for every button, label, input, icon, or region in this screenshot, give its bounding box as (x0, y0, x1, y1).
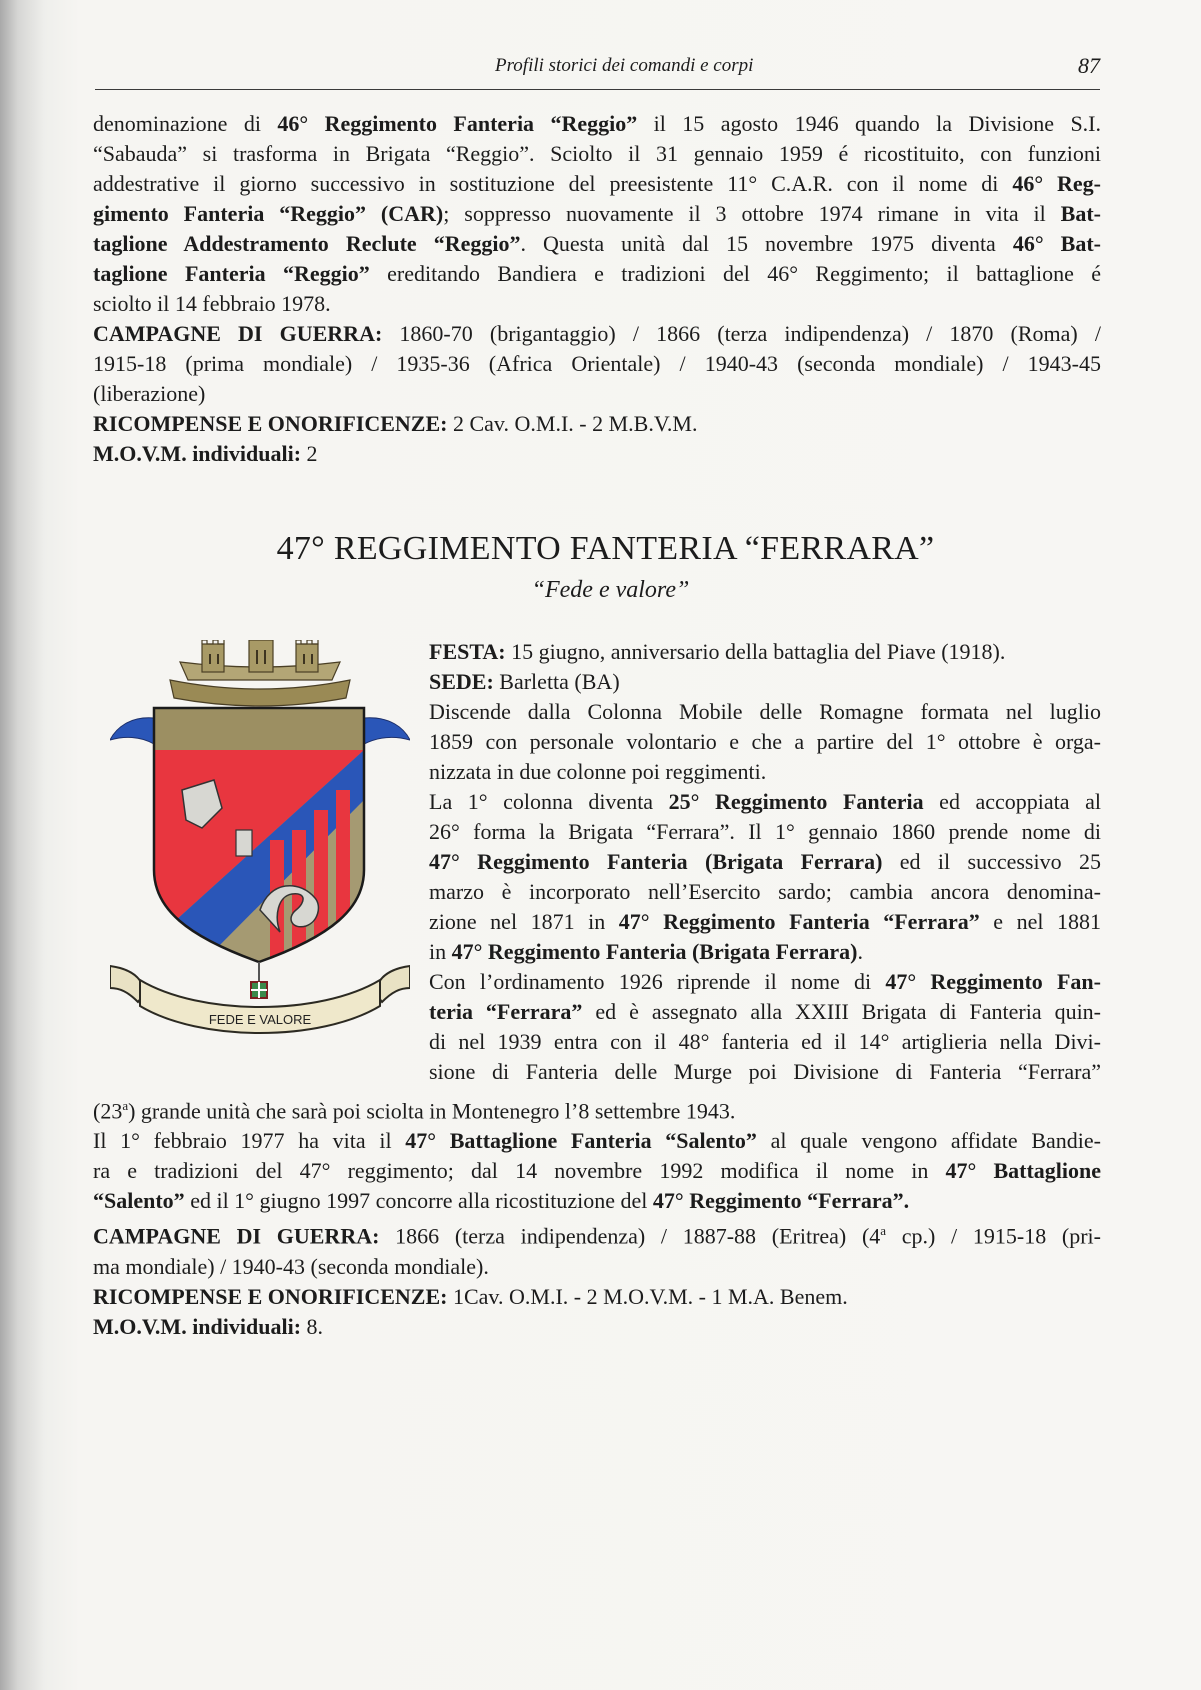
bold-text: taglione Fanteria “Reggio” (93, 261, 370, 286)
section-side-line (429, 907, 1101, 937)
section-title: 47° REGGIMENTO FANTERIA “FERRARA” (276, 530, 935, 567)
section-full-text (93, 1091, 1101, 1342)
text-run: a (122, 1098, 129, 1113)
text-run: a (880, 1223, 887, 1239)
bold-text: 25° Reggimento Fanteria (668, 789, 924, 814)
section-side-line (429, 1057, 1101, 1087)
section-side-line (429, 697, 1101, 727)
text-run: Il 1° febbraio 1977 ha vita il (93, 1128, 406, 1154)
top-section-line (93, 109, 1101, 139)
text-run: sione di Fanteria delle Murge poi Divisione di Fanteria “Ferrara” (429, 1059, 1101, 1084)
text-run: 1Cav. O.M.I. - 2 M.O.V.M. - 1 M.A. Benem. (447, 1283, 848, 1309)
text-run: (liberazione) (93, 381, 206, 406)
bold-text: gimento Fanteria “Reggio” (CAR) (93, 201, 444, 226)
top-section-line (93, 349, 1101, 379)
bold-text: 46° Bat- (1012, 231, 1102, 256)
text-run: ma mondiale) / 1940-43 (seconda mondiale). (93, 1253, 489, 1279)
running-header-title: Profili storici dei comandi e corpi (495, 55, 754, 76)
text-run: . Questa unità dal 15 novembre 1975 diventa (520, 231, 1013, 256)
section-side-line (429, 997, 1101, 1027)
text-run: zione nel 1871 in (429, 909, 619, 934)
section-full-line (93, 1312, 1101, 1342)
top-section-line (93, 289, 1101, 319)
section-full-line (93, 1126, 1101, 1156)
bold-text: RICOMPENSE E ONORIFICENZE: (93, 1283, 448, 1309)
section-side-line (429, 937, 1101, 967)
text-run: al quale vengono affidate Bandie- (756, 1128, 1101, 1154)
bold-text: 47° Battaglione Fanteria “Salento” (405, 1128, 757, 1154)
bold-text: 46° Reggimento Fanteria “Reggio” (277, 111, 638, 136)
section-side-text (429, 637, 1101, 1087)
section-full-line (93, 1156, 1101, 1186)
text-run: ra e tradizioni del 47° reggimento; dal 14 novembre 1992 modifica il nome in (93, 1158, 946, 1184)
top-section-line (93, 259, 1101, 289)
text-run: Barletta (BA) (493, 669, 620, 694)
text-run: il 15 agosto 1946 quando la Divisione S.I. (637, 111, 1102, 136)
bold-text: RICOMPENSE E ONORIFICENZE: (93, 411, 448, 436)
bold-text: CAMPAGNE DI GUERRA: (93, 1223, 380, 1249)
bold-text: 47° Reggimento Fanteria (Brigata Ferrara) (429, 849, 883, 874)
text-run: in (429, 939, 452, 964)
text-run: di nel 1939 entra con il 48° fanteria ed il 14° artiglieria nella Divi- (429, 1029, 1101, 1054)
text-run: 2 (301, 441, 318, 466)
text-run: cp.) / 1915-18 (pri- (886, 1223, 1101, 1249)
section-full-line (93, 1282, 1101, 1312)
text-run: La 1° colonna diventa (429, 789, 669, 814)
text-run: ; soppresso nuovamente il 3 ottobre 1974 rimane in vita il (443, 201, 1061, 226)
text-run: ed il 1° giugno 1997 concorre alla ricostituzione del (184, 1188, 653, 1214)
section-side-line (429, 967, 1101, 997)
top-section-line (93, 379, 1101, 409)
crest-ribbon-text: FEDE E VALORE (208, 1012, 312, 1027)
text-run: addestrative il giorno successivo in sostituzione del preesistente 11° C.A.R. con il nome di (93, 171, 1013, 196)
text-run: 1860-70 (brigantaggio) / 1866 (terza indipendenza) / 1870 (Roma) / (382, 321, 1101, 346)
text-run: Con l’ordinamento 1926 riprende il nome di (429, 969, 886, 994)
bold-text: SEDE: (429, 669, 494, 694)
page-number: 87 (1078, 53, 1100, 78)
bold-text: CAMPAGNE DI GUERRA: (93, 321, 383, 346)
mural-crown-icon (170, 640, 350, 706)
text-run: 1859 con personale volontario e che a partire del 1° ottobre è orga- (429, 729, 1101, 754)
top-section-text (93, 109, 1101, 469)
section-full-line (93, 1186, 1101, 1216)
bold-text: M.O.V.M. individuali: (93, 1313, 302, 1339)
section-side-line (429, 637, 1101, 667)
top-section-line (93, 199, 1101, 229)
top-section-line (93, 229, 1101, 259)
text-run: ed accoppiata al (923, 789, 1101, 814)
section-side-line (429, 787, 1101, 817)
text-run: ereditando Bandiera e tradizioni del 46° Reggimento; il battaglione é (369, 261, 1101, 286)
top-section-line (93, 319, 1101, 349)
text-run: (23 (93, 1098, 123, 1124)
regimental-crest (110, 640, 410, 1060)
bold-text: Bat- (1060, 201, 1101, 226)
bold-text: 46° Reg- (1012, 171, 1101, 196)
section-side-line (429, 727, 1101, 757)
text-run: 8. (301, 1313, 324, 1339)
top-section-line (93, 169, 1101, 199)
text-run: . (857, 939, 864, 964)
top-section-line (93, 439, 1101, 469)
section-motto: “Fede e valore” (531, 577, 690, 603)
text-run: nizzata in due colonne poi reggimenti. (429, 759, 767, 784)
section-side-line (429, 1027, 1101, 1057)
bold-text: 47° Reggimento Fanteria (Brigata Ferrara) (451, 939, 858, 964)
text-run: 26° forma la Brigata “Ferrara”. Il 1° gennaio 1860 prende nome di (429, 819, 1101, 844)
text-run: 1866 (terza indipendenza) / 1887-88 (Eritrea) (4 (379, 1223, 881, 1249)
bold-text: 47° Reggimento “Ferrara”. (652, 1188, 910, 1214)
section-side-line (429, 817, 1101, 847)
text-run: ed è assegnato alla XXIII Brigata di Fanteria quin- (582, 999, 1102, 1024)
section-full-line (93, 1216, 1101, 1251)
bold-text: 47° Reggimento Fan- (885, 969, 1101, 994)
running-header (95, 55, 1100, 90)
bold-text: 47° Reggimento Fanteria “Ferrara” (618, 909, 980, 934)
cross-medal-icon (251, 982, 267, 998)
section-full-line (93, 1091, 1101, 1126)
text-run: ed il successivo 25 (882, 849, 1101, 874)
bold-text: “Salento” (93, 1188, 185, 1214)
text-run: “Sabauda” si trasforma in Brigata “Reggio”. Sciolto il 31 gennaio 1959 é ricostituito, con funzioni (93, 141, 1101, 166)
text-run: e nel 1881 (979, 909, 1101, 934)
section-side-line (429, 757, 1101, 787)
section-side-line (429, 877, 1101, 907)
text-run: 2 Cav. O.M.I. - 2 M.B.V.M. (447, 411, 698, 436)
top-section-line (93, 409, 1101, 439)
bold-text: taglione Addestramento Reclute “Reggio” (93, 231, 521, 256)
bold-text: teria “Ferrara” (429, 999, 583, 1024)
bold-text: FESTA: (429, 639, 506, 664)
text-run: sciolto il 14 febbraio 1978. (93, 291, 331, 316)
section-side-line (429, 847, 1101, 877)
section-full-line (93, 1252, 1101, 1282)
bold-text: 47° Battaglione (945, 1158, 1101, 1184)
text-run: 1915-18 (prima mondiale) / 1935-36 (Africa Orientale) / 1940-43 (seconda mondiale) / 1943-45 (93, 351, 1101, 376)
text-run: ) grande unità che sarà poi sciolta in Montenegro l’8 settembre 1943. (128, 1098, 736, 1124)
text-run: 15 giugno, anniversario della battaglia del Piave (1918). (505, 639, 1006, 664)
bold-text: M.O.V.M. individuali: (93, 441, 302, 466)
text-run: marzo è incorporato nell’Esercito sardo; cambia ancora denomina- (429, 879, 1101, 904)
section-side-line (429, 667, 1101, 697)
text-run: denominazione di (93, 111, 278, 136)
top-section-line (93, 139, 1101, 169)
text-run: Discende dalla Colonna Mobile delle Romagne formata nel luglio (429, 699, 1101, 724)
